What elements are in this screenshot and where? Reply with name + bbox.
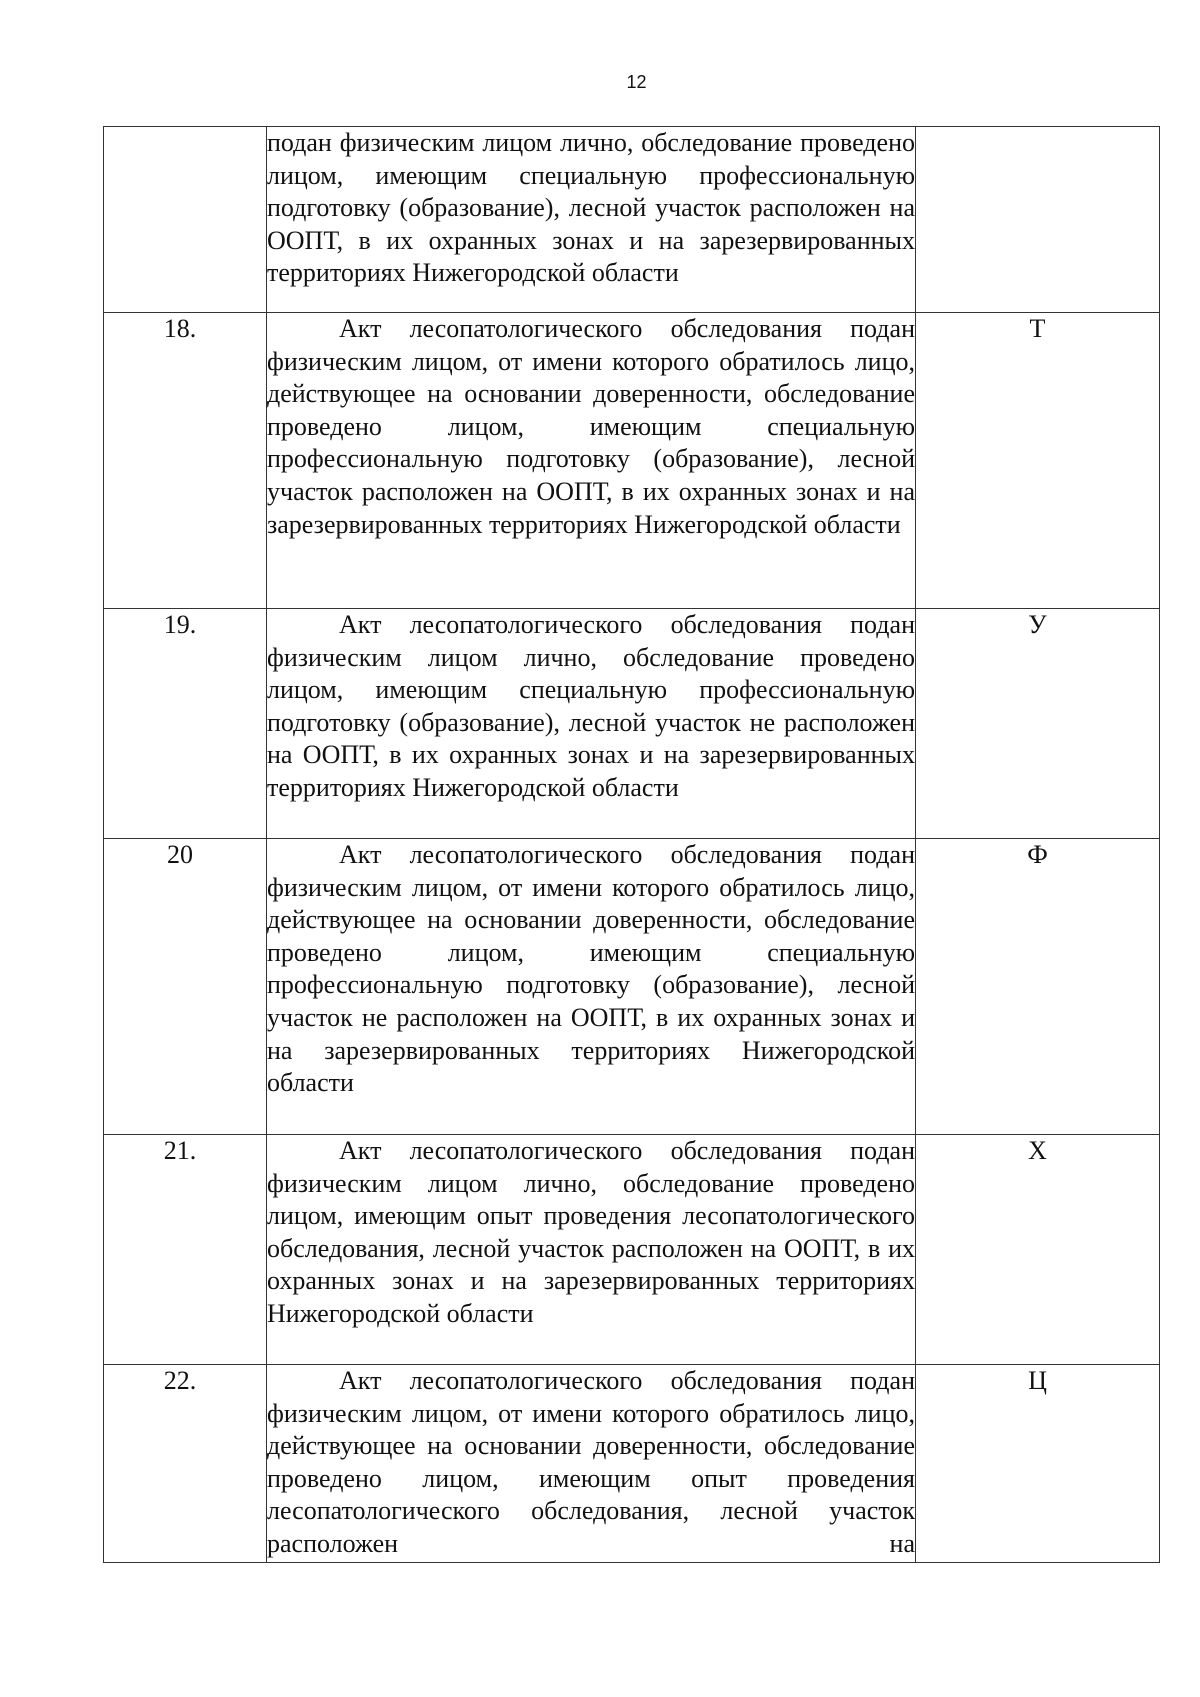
table-row — [104, 313, 1160, 609]
row-number-cell — [104, 1135, 267, 1365]
table-row — [104, 1365, 1160, 1563]
table-row — [104, 609, 1160, 839]
row-number-cell — [104, 127, 267, 313]
row-number: 20 — [167, 840, 193, 869]
row-number: 18. — [163, 314, 197, 343]
row-description: подан физическим лицом лично, обследование проведено лицом, имеющим специальную профессиональную подготовку (образование), лесной участок расположен на ООПТ, в их охранных зонах и на зарезервированных территориях Нижегородской области — [267, 128, 915, 288]
row-description-cell — [267, 839, 916, 1135]
table-row — [104, 1135, 1160, 1365]
table-row — [104, 839, 1160, 1135]
row-description-cell — [267, 1365, 916, 1563]
page-number: 12 — [626, 72, 647, 92]
row-description: Акт лесопатологического обследования подан физическим лицом, от имени которого обратилось лицо, действующее на основании доверенности, обследование проведено лицом, имеющим специальную профессиональную подготовку (образование), лесной участок не расположен на ООПТ, в их охранных зонах и на зарезервированных территориях Нижегородской области — [267, 840, 915, 1098]
row-code-cell — [916, 609, 1160, 839]
row-description: Акт лесопатологического обследования подан физическим лицом, от имени которого обратилось лицо, действующее на основании доверенности, обследование проведено лицом, имеющим специальную профессиональную подготовку (образование), лесной участок расположен на ООПТ, в их охранных зонах и на зарезервированных территориях Нижегородской области — [267, 314, 915, 539]
row-description-cell — [267, 313, 916, 609]
row-code-cell — [916, 1365, 1160, 1563]
row-description-cell — [267, 127, 916, 313]
row-description: Акт лесопатологического обследования подан физическим лицом, от имени которого обратилось лицо, действующее на основании доверенности, обследование проведено лицом, имеющим опыт проведения лесопатологического обследования, лесной участок расположен на — [267, 1366, 915, 1558]
row-description-cell — [267, 1135, 916, 1365]
row-number: 22. — [163, 1366, 197, 1395]
row-number: 21. — [163, 1136, 197, 1165]
row-number-cell — [104, 839, 267, 1135]
row-description-cell — [267, 609, 916, 839]
row-code: Т — [1029, 314, 1046, 343]
row-code: У — [1028, 610, 1047, 639]
row-number-cell — [104, 609, 267, 839]
row-description: Акт лесопатологического обследования подан физическим лицом лично, обследование проведено лицом, имеющим специальную профессиональную подготовку (образование), лесной участок не расположен на ООПТ, в их охранных зонах и на зарезервированных территориях Нижегородской области — [267, 610, 915, 802]
row-description: Акт лесопатологического обследования подан физическим лицом лично, обследование проведено лицом, имеющим опыт проведения лесопатологического обследования, лесной участок расположен на ООПТ, в их охранных зонах и на зарезервированных территориях Нижегородской области — [267, 1136, 915, 1328]
row-number: 19. — [163, 610, 197, 639]
row-code-cell — [916, 313, 1160, 609]
row-number-cell — [104, 1365, 267, 1563]
row-number-cell — [104, 313, 267, 609]
table-row — [104, 127, 1160, 313]
document-table — [103, 126, 1160, 1563]
row-code: Х — [1028, 1136, 1047, 1165]
row-code: Ц — [1028, 1366, 1047, 1395]
row-code-cell — [916, 1135, 1160, 1365]
row-code: Ф — [1027, 840, 1048, 869]
row-code-cell — [916, 127, 1160, 313]
row-code-cell — [916, 839, 1160, 1135]
